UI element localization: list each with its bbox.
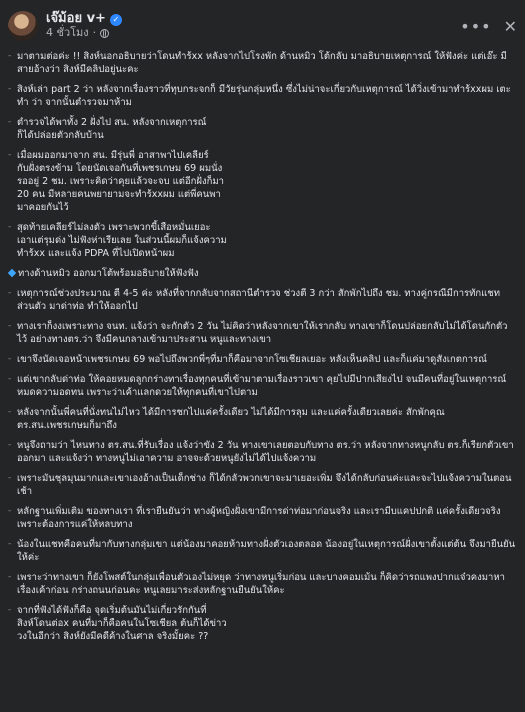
paragraph-text: หลังจากนั้นพี่คนที่นั่งทนไม่ไหว ได้มีการชกไปแค่ครั้งเดียว ไม่ได้มีการลุม และแค่ครั้งเดียวเลยค่ะ สักพักคุณ ตร.สน.เพชรเกษมก็มาถึง: [17, 407, 445, 431]
close-icon[interactable]: ✕: [503, 16, 517, 36]
post-header: [8, 8, 517, 44]
author-name-row: [46, 12, 122, 27]
time-separator: ·: [92, 26, 97, 40]
more-options-icon[interactable]: •••: [460, 16, 492, 36]
bullet-icon: -: [8, 222, 12, 232]
verified-badge-icon: ✓: [110, 14, 122, 26]
bullet-icon: -: [8, 150, 12, 160]
post-paragraph: [8, 406, 517, 432]
paragraph-text: น้องในแชทคือคนที่มากับทางกลุ่มเขา แต่น้องมาคอยห้ามทางฝั่งตัวเองตลอด น้องอยู่ในเหตุการณ์ฝั่งเขาตั้งแต่ต้น จึงมายืนยันให้ค่ะ: [17, 539, 516, 563]
header-actions: [460, 17, 517, 36]
bullet-icon: -: [8, 117, 12, 127]
post-paragraph: [8, 149, 517, 214]
paragraph-text: เพราะมันชุลมุนมากและเขาเองอ้างเป็นเด็กช่าง ก็ได้กลัวพวกเขาจะมาเยอะเพิ่ม จึงได้กลับก่อนค่ะและจะไปแจ้งความในตอนเช้า: [17, 473, 512, 497]
bullet-icon: -: [8, 506, 12, 516]
paragraph-text: เมื่อผมออกมาจาก สน. มีรุ่นพี่ อาสาพาไปเคลียร์ กับฝั่งตรงข้าม โดยนัดเจอกันที่เพชรเกษม 69 ผมนั่ง รออยู่ 2 ชม. เพราะคิดว่าคุยแล้วจะจบ แต่อีกฝั่งก็มา 20 คน มีหลายคนพยายามจะทำร้xxผม แต่พี่คนพา มาคอยกันไว้: [17, 150, 224, 213]
post-paragraph: [8, 287, 517, 313]
paragraph-text: เพราะว่าทางเขา ก็ยังโพสต์ในกลุ่มเพื่อนตัวเองไม่หยุด ว่าทางหนูเริ่มก่อน และบางคอมเม้น ก็คิดว่ารถแพงปากแจ๋วคงมาหาเรื่องเค้าก่อน กร่างถนนก่อนคะ หนูเลยมาระส่งหลักฐานยืนยันให้คะ: [17, 572, 505, 596]
avatar[interactable]: [8, 11, 38, 41]
section-heading: [8, 267, 517, 280]
post-paragraph: [8, 472, 517, 498]
bullet-icon: -: [8, 605, 12, 615]
post-paragraph: [8, 538, 517, 564]
bullet-icon: -: [8, 51, 12, 61]
bullet-icon: -: [8, 407, 12, 417]
paragraph-text: ทางเราก็งงเพราะทาง จนท. แจ้งว่า จะกักตัว 2 วัน ไม่คิดว่าหลังจากเขาให้เรากลับ ทางเขาก็โดนปล่อยกลับไม่ได้โดนกักตัวไว้ อย่างทางตร.ว่า จึงมีคนกลางเข้ามาประสาน หนูและทางเขา: [17, 321, 508, 345]
bullet-icon: -: [8, 354, 12, 364]
bullet-icon: -: [8, 288, 12, 298]
post-paragraph: [8, 373, 517, 399]
paragraph-text: หลักฐานเพิ่มเติม ของทางเรา ที่เรายืนยันว่า ทางผู้หญิงฝั่งเขามีการด่าท่อมาก่อนจริง และเรามีบแคปปกติ แค่ครั้งเดียวจริง เพราะต้องการแค่ให้หลบทาง: [17, 506, 501, 530]
bullet-icon: -: [8, 473, 12, 483]
post-paragraph: [8, 320, 517, 346]
post-subtitle: [46, 27, 122, 40]
paragraph-text: สุดท้ายเคลียร์ไม่ลงตัว เพราะพวกขี้เสือหมั่นเยอะ เอาแต่รุมด่ง ไม่ฟังห่าเรียเลย ในส่วนนี้ผมก็แจ้งความ ทำร้xx และแจ้ง PDPA ที่ไปเปิดหน้าผม: [17, 222, 227, 259]
small-blue-diamond-icon: [8, 267, 18, 280]
post-paragraph: [8, 604, 517, 643]
paragraph-text: สิงห์เล่า part 2 ว่า หลังจากเรื่องราวที่ทุบกระจกก็ มีวัยรุ่นกลุ่มหนึ่ง ซึ่งไม่น่าจะเกี่ยวกับเหตุการณ์ ได้วิ่งเข้ามาทำร้xxผม เตะทำ ว่า จากนั้นตำรวจมาห้าม: [17, 84, 511, 108]
post-paragraph: [8, 505, 517, 531]
post-paragraph: [8, 353, 517, 366]
bullet-icon: -: [8, 374, 12, 384]
bullet-icon: -: [8, 539, 12, 549]
post-paragraph: [8, 439, 517, 465]
section-heading-text: ทางด้านหมิว ออกมาโต้พร้อมอธิบายให้ฟังฟัง: [18, 268, 199, 279]
paragraph-text: มาตามต่อค่ะ !! สิงห์นอกอธิบายว่าโดนทำร้xx หลังจากไปโรงพัก ด้านหมิว โต้กลับ มาอธิบายเหตุการณ์ ให้ฟังค่ะ แต่เอ๊ะ มีสายอ้างว่า สิงห์มีคลิปอยู่นะคะ: [17, 51, 507, 75]
bullet-icon: -: [8, 440, 12, 450]
post-paragraph: [8, 571, 517, 597]
paragraph-text: เขาจึงนัดเจอหน้าเพชรเกษม 69 พอไปถึงพวกพี่ๆที่มาก็คือมาจากโซเชียลเยอะ หลังเห็นคลิป และก็แค่มาดูสังเกตการณ์: [17, 354, 487, 365]
author-meta: [46, 12, 122, 40]
paragraph-text: หนูจึงถามว่า ไหนทาง ตร.สน.ที่รับเรื่อง แจ้งว่าขัง 2 วัน ทางเขาเลยตอบกับทาง ตร.ว่า หลังจากทางหนูกลับ ตร.ก็เรียกตัวเขาออกมา และแจ้งว่า ทางหนูไม่เอาความ อาจจะด้วยหนูยังไม่ได้ไปแจ้งความ: [17, 440, 514, 464]
post-body: [8, 50, 517, 643]
post-time[interactable]: 4 ชั่วโมง: [46, 26, 89, 40]
bullet-icon: -: [8, 321, 12, 331]
post-paragraph: [8, 221, 517, 260]
bullet-icon: -: [8, 84, 12, 94]
paragraph-text: เหตุการณ์ช่วงประมาณ ตี 4-5 ค่ะ หลังที่จากกลับจากสถานีตำรวจ ช่วงตี 3 กว่า สักพักไปถึง ชม. ทางคู่กรณีมีการทักแชทส่วนตัว มาด่าท่อ ทำให้ออกไป: [17, 288, 500, 312]
post-paragraph: [8, 116, 517, 142]
paragraph-text: แต่เขากลับด่าท่อ ให้คอยหมดลูกกร่างทาเรื่องทุกคนที่เข้ามาตามเรื่องราวเขา คุยไปมีปากเสียงไป จนมีคนที่อยู่ในเหตุการณ์หมดความอดทน เพราะว่าเค้าแลกดวยให้ทุกคนที่เขาไปตาม: [17, 374, 507, 398]
author-name[interactable]: เจ๊ม้อย v+: [46, 11, 106, 27]
globe-icon: [100, 29, 109, 38]
paragraph-text: จากที่ฟังได้ฟังก็คือ จุดเริ่มต้นมันไม่เกี่ยวรักกันที่ สิงห์โดนต่อx คนที่มาก็คือคนในโซเชียล ต้นก็ได้ข่าว วงในอีกว่า สิงห์ยังมีคดีค้างในศาล จริงมั้ยคะ ??: [17, 605, 227, 642]
post-paragraph: [8, 83, 517, 109]
paragraph-text: ตำรวจได้พาทั้ง 2 ฝั่งไป สน. หลังจากเหตุการณ์ ก็ได้ปล่อยตัวกลับบ้าน: [17, 117, 207, 141]
bullet-icon: -: [8, 572, 12, 582]
post-paragraph: [8, 50, 517, 76]
